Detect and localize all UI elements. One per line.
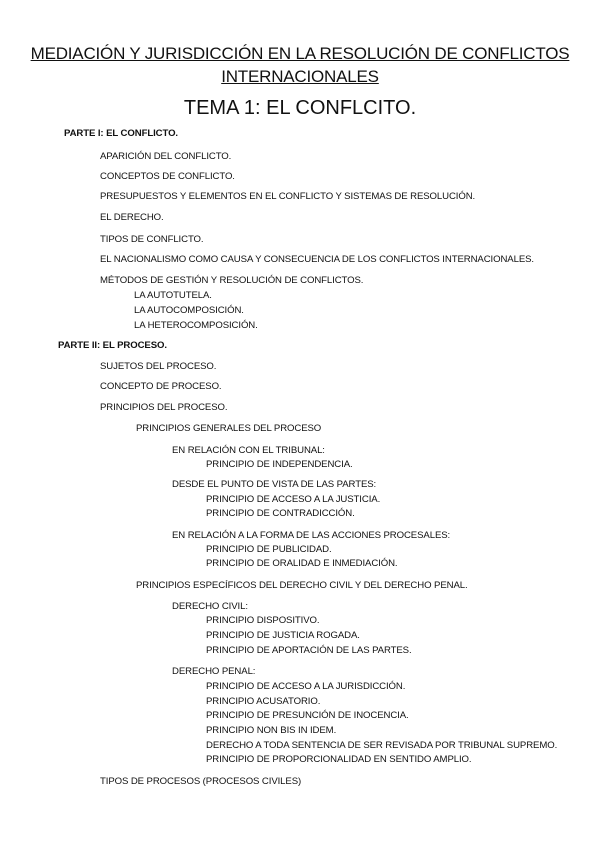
sub-list-item: PRINCIPIO DISPOSITIVO.	[206, 615, 320, 626]
sub-list-item: PRINCIPIO DE JUSTICIA ROGADA.	[206, 630, 360, 641]
section-label: PRINCIPIOS GENERALES DEL PROCESO	[136, 423, 322, 434]
list-item: SUJETOS DEL PROCESO.	[100, 361, 217, 372]
section-label: PRINCIPIOS ESPECÍFICOS DEL DERECHO CIVIL Y DEL DERECHO PENAL.	[136, 580, 468, 591]
sub-list-item: LA HETEROCOMPOSICIÓN.	[134, 320, 258, 331]
subsection-label: DERECHO CIVIL:	[172, 601, 248, 612]
list-item: APARICIÓN DEL CONFLICTO.	[100, 151, 232, 162]
document-title-line-2: INTERNACIONALES	[221, 67, 379, 86]
sub-list-item: PRINCIPIO DE ORALIDAD E INMEDIACIÓN.	[206, 558, 398, 569]
list-item: PRINCIPIOS DEL PROCESO.	[100, 402, 228, 413]
sub-list-item: PRINCIPIO NON BIS IN IDEM.	[206, 725, 337, 736]
subsection-label: EN RELACIÓN A LA FORMA DE LAS ACCIONES PROCESALES:	[172, 530, 451, 541]
sub-list-item: LA AUTOCOMPOSICIÓN.	[134, 305, 244, 316]
list-item: MÉTODOS DE GESTIÓN Y RESOLUCIÓN DE CONFLICTOS.	[100, 275, 364, 286]
sub-list-item: PRINCIPIO ACUSATORIO.	[206, 696, 321, 707]
list-item: EL DERECHO.	[100, 212, 164, 223]
topic-heading: TEMA 1: EL CONFLCITO.	[183, 97, 417, 119]
part-1-heading: PARTE I: EL CONFLICTO.	[64, 128, 178, 139]
sub-list-item: LA AUTOTUTELA.	[134, 290, 212, 301]
sub-list-item: PRINCIPIO DE APORTACIÓN DE LAS PARTES.	[206, 645, 412, 656]
sub-list-item: PRINCIPIO DE INDEPENDENCIA.	[206, 459, 353, 470]
sub-list-item: DERECHO A TODA SENTENCIA DE SER REVISADA POR TRIBUNAL SUPREMO.	[206, 740, 558, 751]
list-item: CONCEPTO DE PROCESO.	[100, 381, 222, 392]
list-item: TIPOS DE CONFLICTO.	[100, 234, 204, 245]
list-item: CONCEPTOS DE CONFLICTO.	[100, 171, 235, 182]
sub-list-item: PRINCIPIO DE ACCESO A LA JUSTICIA.	[206, 494, 381, 505]
list-item: EL NACIONALISMO COMO CAUSA Y CONSECUENCIA DE LOS CONFLICTOS INTERNACIONALES.	[100, 254, 534, 265]
sub-list-item: PRINCIPIO DE PROPORCIONALIDAD EN SENTIDO AMPLIO.	[206, 754, 472, 765]
list-item: PRESUPUESTOS Y ELEMENTOS EN EL CONFLICTO Y SISTEMAS DE RESOLUCIÓN.	[100, 191, 476, 202]
subsection-label: DESDE EL PUNTO DE VISTA DE LAS PARTES:	[172, 479, 377, 490]
sub-list-item: PRINCIPIO DE ACCESO A LA JURISDICCIÓN.	[206, 681, 406, 692]
sub-list-item: PRINCIPIO DE PUBLICIDAD.	[206, 544, 332, 555]
subsection-label: EN RELACIÓN CON EL TRIBUNAL:	[172, 445, 325, 456]
sub-list-item: PRINCIPIO DE CONTRADICCIÓN.	[206, 508, 355, 519]
subsection-label: DERECHO PENAL:	[172, 666, 256, 677]
document-title-line-1: MEDIACIÓN Y JURISDICCIÓN EN LA RESOLUCIÓN DE CONFLICTOS	[30, 44, 570, 63]
list-item: TIPOS DE PROCESOS (PROCESOS CIVILES)	[100, 776, 302, 787]
part-2-heading: PARTE II: EL PROCESO.	[58, 340, 167, 351]
sub-list-item: PRINCIPIO DE PRESUNCIÓN DE INOCENCIA.	[206, 710, 409, 721]
